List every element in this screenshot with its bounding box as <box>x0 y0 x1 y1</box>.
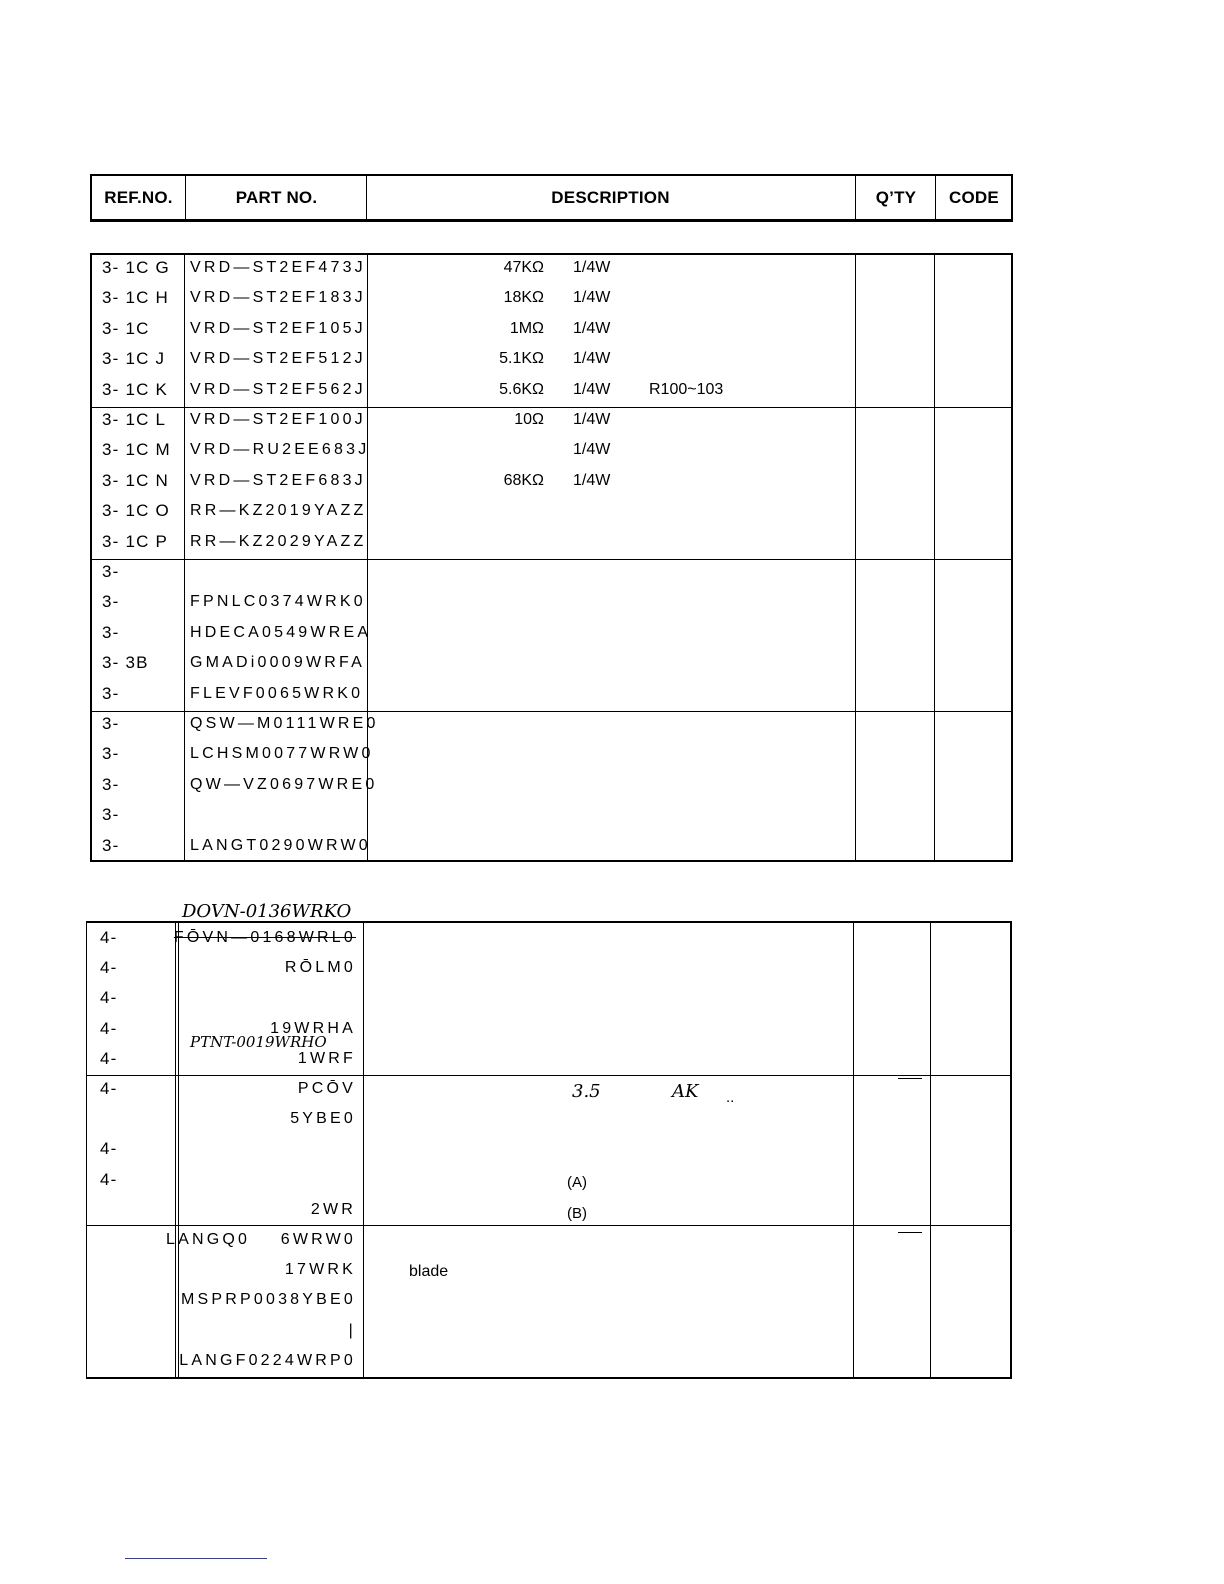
part-no-cell: GMADi0009WRFA <box>190 654 365 671</box>
part-no-cell: QW—VZ0697WRE0 <box>190 776 378 793</box>
ref-no-cell: 3- 1C P <box>102 532 169 551</box>
part-no-cell: FPNLC0374WRK0 <box>190 593 366 610</box>
header-description: DESCRIPTION <box>366 176 854 219</box>
desc-a-label: (A) <box>567 1174 587 1191</box>
header-qty: Q’TY <box>855 176 936 219</box>
wattage-value: 1/4W <box>573 411 611 428</box>
part-no-cell: FŌVN—0168WRL0 <box>173 929 356 946</box>
ref-no-cell: 4- <box>100 1170 118 1189</box>
ref-no-cell: 3- 1C H <box>102 288 169 307</box>
part-no-cell: 1WRF <box>297 1050 356 1067</box>
parts-table-1 <box>90 253 1013 862</box>
ref-no-cell: 4- <box>100 958 118 977</box>
ref-no-cell: 4- <box>100 1079 118 1098</box>
wattage-value: 1/4W <box>573 472 611 489</box>
part-no-cell: VRD—ST2EF683J <box>190 472 366 489</box>
resistance-value: 5.1KΩ <box>499 350 544 367</box>
part-no-cell: PCŌV <box>297 1080 356 1097</box>
part-no-cell: VRD—ST2EF100J <box>190 411 366 428</box>
desc-blade-label: blade <box>409 1263 449 1280</box>
handwritten-part-note: PTNT-0019WRHO <box>190 1033 327 1051</box>
resistance-value: 68KΩ <box>503 472 544 489</box>
ref-no-cell: 4- <box>100 988 118 1007</box>
handwritten-desc-dots: .. <box>726 1089 735 1106</box>
ref-no-cell: 3- 1C N <box>102 471 169 490</box>
footer-rule <box>125 1558 267 1559</box>
ref-no-cell: 4- <box>100 1049 118 1068</box>
ref-no-cell: 3- 3B <box>102 653 149 672</box>
part-no-cell: FLEVF0065WRK0 <box>190 685 364 702</box>
part-no-cell: 5YBE0 <box>290 1110 356 1127</box>
header-ref-no: REF.NO. <box>104 187 173 207</box>
wattage-value: 1/4W <box>573 381 611 398</box>
desc-b-label: (B) <box>567 1205 587 1222</box>
ref-no-cell: 3- <box>102 592 120 611</box>
ref-no-cell: 3- <box>102 714 120 733</box>
part-no-cell: VRD—ST2EF562J <box>190 381 366 398</box>
part-no-cell: 17WRK <box>284 1261 356 1278</box>
ref-no-cell: 3- 1C G <box>102 258 170 277</box>
part-no-cell: 19WRHA <box>270 1020 356 1037</box>
part-no-cell: HDECA0549WREA <box>190 624 372 641</box>
part-no-cell: LANGT0290WRW0 <box>190 837 371 854</box>
ref-no-cell: 3- <box>102 805 120 824</box>
wattage-value: 1/4W <box>573 259 611 276</box>
parts-table-2 <box>86 921 1012 1379</box>
part-no-cell: LCHSM0077WRW0 <box>190 745 374 762</box>
ref-no-cell: 4- <box>100 1139 118 1158</box>
resistance-value: 10Ω <box>514 411 544 428</box>
part-no-cell: MSPRP0038YBE0 <box>180 1291 356 1308</box>
ref-no-cell: 4- <box>100 1019 118 1038</box>
column-header-bar <box>90 174 1013 222</box>
part-no-cell: RR—KZ2029YAZZ <box>190 533 367 550</box>
ref-no-cell: 3- 1C J <box>102 349 166 368</box>
part-no-cell: 2WR <box>310 1201 356 1218</box>
part-no-cell: | <box>348 1322 356 1339</box>
ref-no-cell: 3- 1C M <box>102 440 171 459</box>
part-no-cell: LANGF0224WRP0 <box>179 1352 356 1369</box>
header-part-no: PART NO. <box>185 176 367 219</box>
ref-no-cell: 3- <box>102 836 120 855</box>
wattage-value: 1/4W <box>573 320 611 337</box>
qty-dash-mark <box>898 1078 922 1079</box>
handwritten-desc-value: 3.5 <box>572 1081 601 1102</box>
ref-no-cell: 3- <box>102 775 120 794</box>
ref-no-cell: 3- <box>102 562 120 581</box>
part-no-cell: VRD—ST2EF183J <box>190 289 366 306</box>
wattage-value: 1/4W <box>573 350 611 367</box>
position-note: R100~103 <box>649 381 724 398</box>
wattage-value: 1/4W <box>573 441 611 458</box>
part-no-cell: LANGQ0 6WRW0 <box>166 1231 356 1248</box>
ref-no-cell: 3- <box>102 623 120 642</box>
ref-no-cell: 3- <box>102 744 120 763</box>
ref-no-cell: 3- <box>102 684 120 703</box>
resistance-value: 18KΩ <box>503 289 544 306</box>
ref-no-cell: 3- 1C L <box>102 410 167 429</box>
header-code: CODE <box>935 176 1012 219</box>
wattage-value: 1/4W <box>573 289 611 306</box>
part-no-cell: VRD—RU2EE683J <box>190 441 370 458</box>
part-no-cell: VRD—ST2EF105J <box>190 320 366 337</box>
handwritten-desc-ak: AK <box>672 1081 699 1102</box>
part-no-cell: RR—KZ2019YAZZ <box>190 502 367 519</box>
qty-dash-mark <box>898 1232 922 1233</box>
part-no-cell: QSW—M0111WRE0 <box>190 715 379 732</box>
part-no-cell: RŌLM0 <box>284 959 356 976</box>
ref-no-cell: 4- <box>100 928 118 947</box>
ref-no-cell: 3- 1C O <box>102 501 170 520</box>
part-no-cell: VRD—ST2EF512J <box>190 350 366 367</box>
ref-no-cell: 3- 1C <box>102 319 150 338</box>
resistance-value: 5.6KΩ <box>499 381 544 398</box>
ref-no-cell: 3- 1C K <box>102 380 169 399</box>
part-no-cell: VRD—ST2EF473J <box>190 259 366 276</box>
resistance-value: 1MΩ <box>509 320 544 337</box>
resistance-value: 47KΩ <box>503 259 544 276</box>
handwritten-part-correction: DOVN-0136WRKO <box>182 901 352 922</box>
